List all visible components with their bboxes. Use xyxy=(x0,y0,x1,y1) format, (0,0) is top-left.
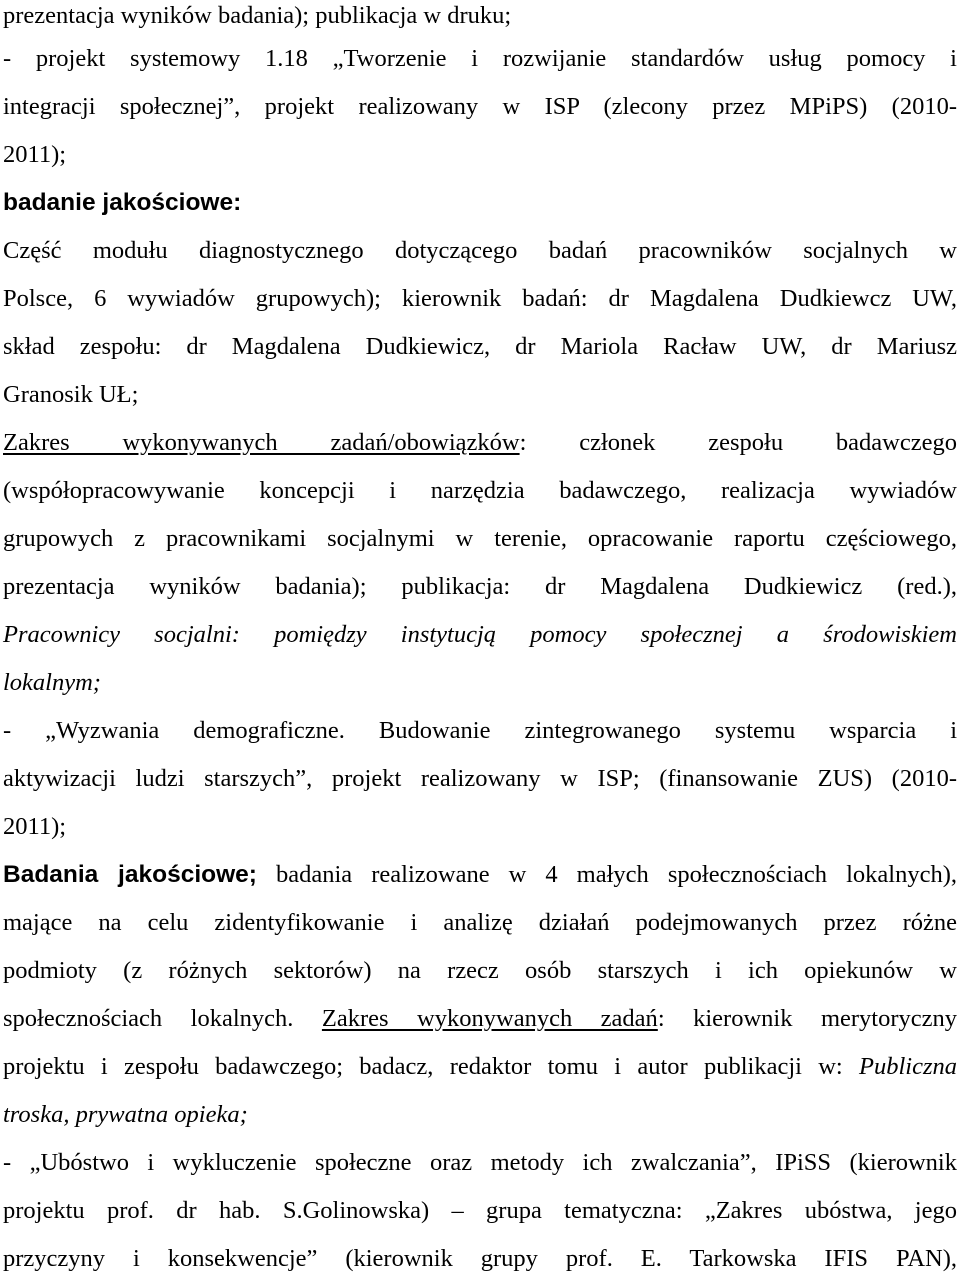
publication-title: Publiczna xyxy=(859,1053,957,1080)
text-line: mające na celu zidentyfikowanie i analizę działań podejmowanych przez różne xyxy=(3,909,957,936)
bold-label: Badania jakościowe; xyxy=(3,861,257,888)
section-heading: badanie jakościowe: xyxy=(3,189,242,216)
text-line: projektu i zespołu badawczego; badacz, redaktor tomu i autor publikacji w: Publiczna xyxy=(3,1053,957,1080)
publication-title: lokalnym; xyxy=(3,669,101,696)
text-line: - „Wyzwania demograficzne. Budowanie zintegrowanego systemu wsparcia i xyxy=(3,717,957,744)
publication-title: Pracownicy socjalni: pomiędzy instytucją pomocy społecznej a środowiskiem xyxy=(3,621,957,648)
text-line xyxy=(3,611,957,659)
text-line: skład zespołu: dr Magdalena Dudkiewicz, dr Mariola Racław UW, dr Mariusz xyxy=(3,333,957,360)
underlined-label: Zakres wykonywanych zadań/obowiązków xyxy=(3,429,520,456)
text-line: społecznościach lokalnych. Zakres wykonywanych zadań: kierownik merytoryczny xyxy=(3,1005,957,1032)
underlined-label: Zakres wykonywanych zadań xyxy=(321,1005,658,1032)
text-line: Granosik UŁ; xyxy=(3,381,139,408)
publication-title: troska, prywatna opieka; xyxy=(3,1101,248,1128)
text-line: przyczyny i konsekwencje” (kierownik grupy prof. E. Tarkowska IFIS PAN), xyxy=(3,1245,957,1272)
text-line: aktywizacji ludzi starszych”, projekt realizowany w ISP; (finansowanie ZUS) (2010- xyxy=(3,765,957,792)
text-line: Zakres wykonywanych zadań/obowiązków: członek zespołu badawczego xyxy=(3,429,957,456)
text-line: grupowych z pracownikami socjalnymi w terenie, opracowanie raportu częściowego, xyxy=(3,525,957,552)
text-line: projektu prof. dr hab. S.Golinowska) – grupa tematyczna: „Zakres ubóstwa, jego xyxy=(3,1197,957,1224)
text-line: prezentacja wyników badania); publikacja w druku; xyxy=(3,2,512,29)
text-line: (współopracowywanie koncepcji i narzędzia badawczego, realizacja wywiadów xyxy=(3,477,957,504)
text-line: podmioty (z różnych sektorów) na rzecz osób starszych i ich opiekunów w xyxy=(3,957,957,984)
text-line: 2011); xyxy=(3,141,67,168)
text-line: Badania jakościowe; badania realizowane w 4 małych społecznościach lokalnych), xyxy=(3,861,957,888)
text-line: Polsce, 6 wywiadów grupowych); kierownik badań: dr Magdalena Dudkiewcz UW, xyxy=(3,285,957,312)
text-line: integracji społecznej”, projekt realizowany w ISP (zlecony przez MPiPS) (2010- xyxy=(3,93,957,120)
text-line xyxy=(3,1091,957,1139)
text-line: - „Ubóstwo i wykluczenie społeczne oraz metody ich zwalczania”, IPiSS (kierownik xyxy=(3,1149,957,1176)
text-line: 2011); xyxy=(3,813,67,840)
text-line: Część modułu diagnostycznego dotyczącego badań pracowników socjalnych w xyxy=(3,237,957,264)
text-line: prezentacja wyników badania); publikacja: dr Magdalena Dudkiewicz (red.), xyxy=(3,573,957,600)
text-line: - projekt systemowy 1.18 „Tworzenie i rozwijanie standardów usług pomocy i xyxy=(3,45,957,72)
text-line xyxy=(3,659,957,707)
